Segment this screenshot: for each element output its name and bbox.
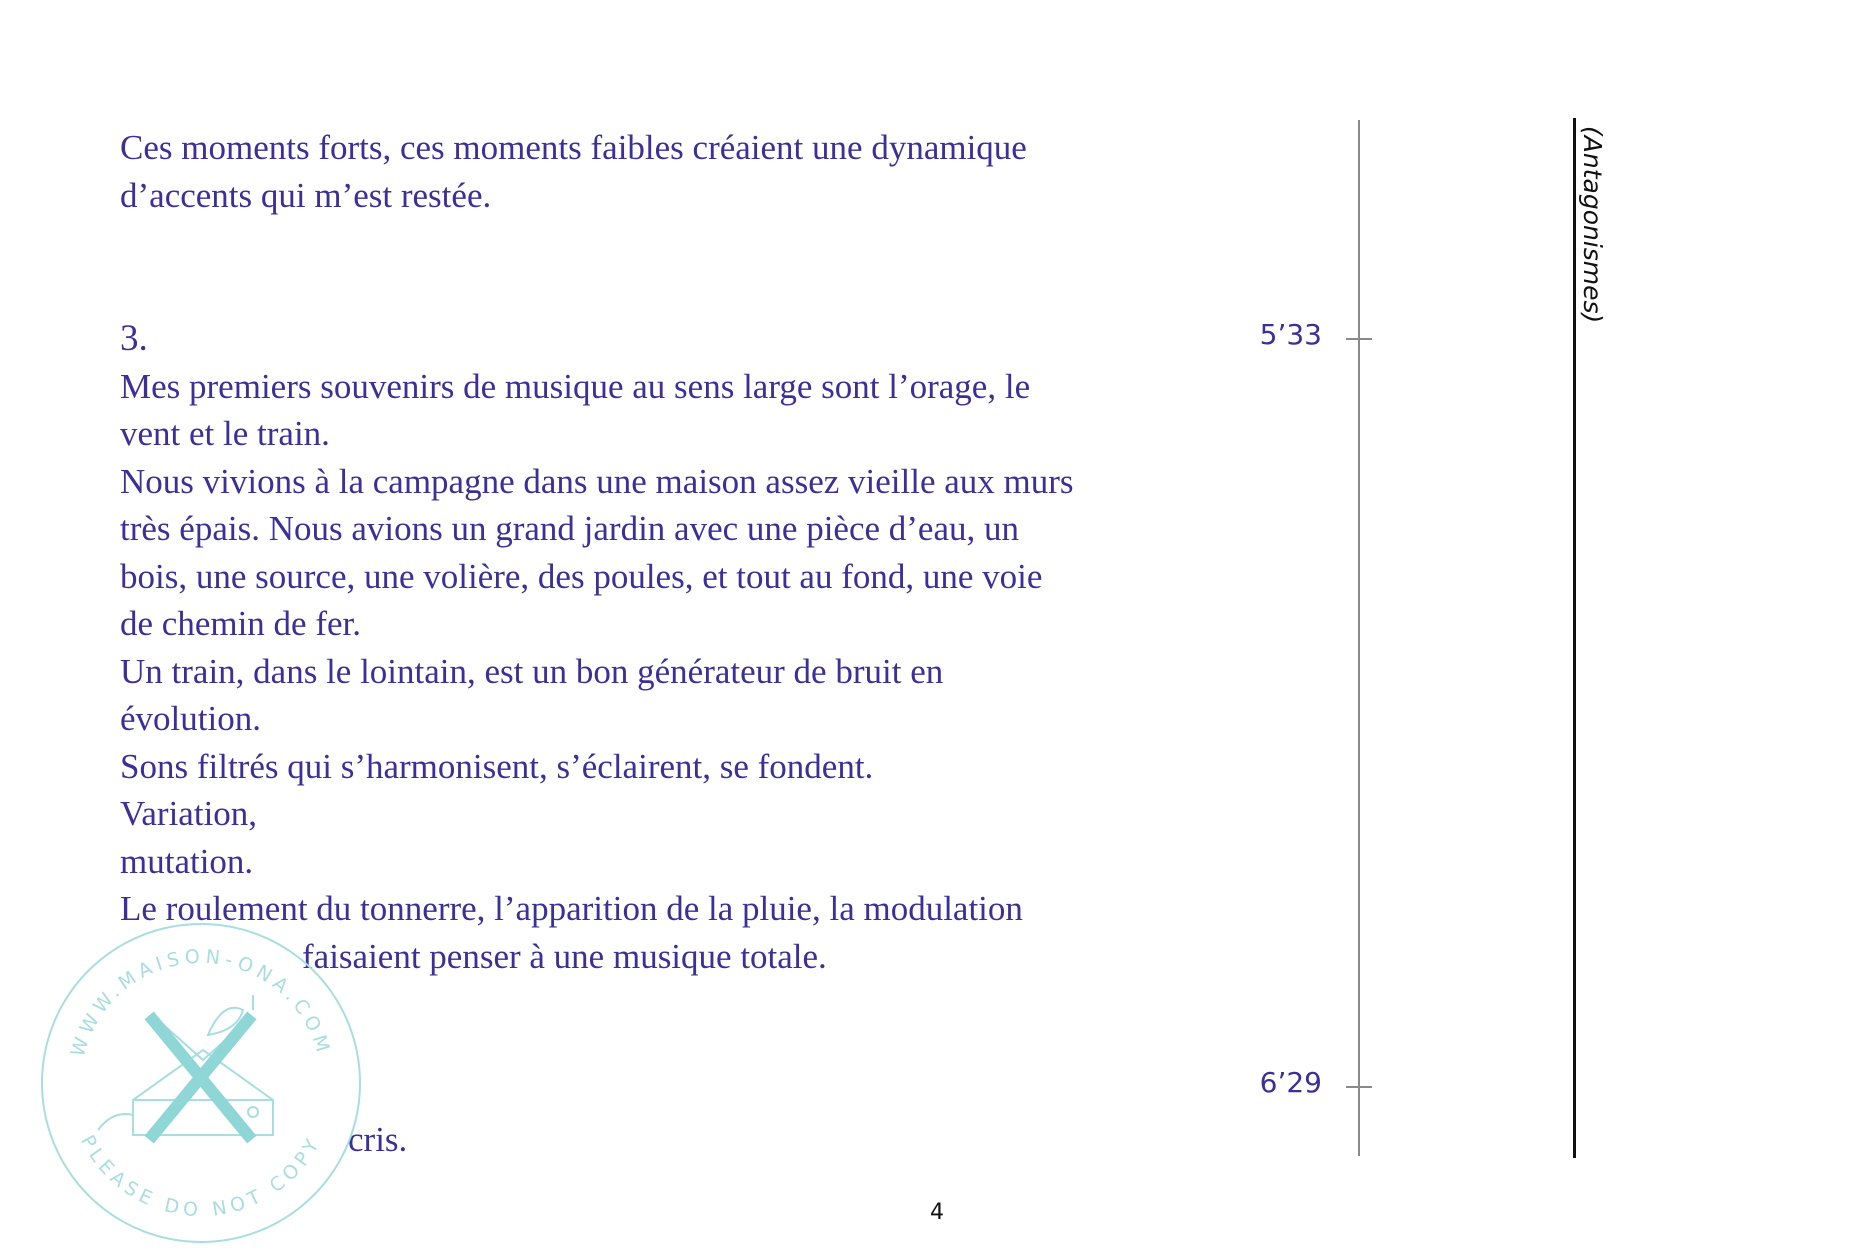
body-line-6: de chemin de fer.: [120, 604, 362, 643]
watermark-url: WWW.MAISON-ONA.COM: [66, 945, 336, 1060]
timeline-axis: [1358, 120, 1360, 1156]
watermark-stamp: [38, 920, 364, 1246]
paragraph-gap: [120, 219, 1150, 315]
body-line-4: très épais. Nous avions un grand jardin avec une pièce d’eau, un: [120, 509, 1019, 548]
body-line-3: Nous vivions à la campagne dans une maison assez vieille aux murs: [120, 461, 1074, 501]
intro-line-2: d’accents qui m’est restée.: [120, 175, 492, 215]
timeline-mark-2: 6’29: [1259, 1066, 1322, 1099]
body-line-2: vent et le train.: [120, 414, 330, 453]
body-line-12: Le roulement du tonnerre, l’apparition de la pluie, la modulation: [120, 889, 1023, 928]
body-line-11: mutation.: [120, 841, 254, 881]
body-line-7: Un train, dans le lointain, est un bon générateur de bruit en: [120, 651, 944, 691]
timeline-mark-1: 5’33: [1259, 318, 1322, 351]
timeline-tick-2: [1346, 1086, 1372, 1088]
watermark-ring-text-top: [67, 946, 335, 1060]
page-number: 4: [930, 1200, 944, 1225]
side-rule: [1573, 118, 1576, 1158]
section-number: 3.: [120, 318, 148, 359]
watermark-cross-icon: [153, 1020, 248, 1135]
body-line-1: Mes premiers souvenirs de musique au sens large sont l’orage, le: [120, 366, 1031, 406]
body-line-13: faisaient penser à une musique totale.: [302, 936, 827, 976]
body-line-5: bois, une source, une volière, des poules, et tout au fond, une voie: [120, 556, 1043, 596]
body-line-8: évolution.: [120, 699, 261, 738]
body-line-10: Variation,: [120, 794, 258, 833]
watermark-ring-text-bottom: [76, 1132, 326, 1222]
watermark-notice: PLEASE DO NOT COPY: [76, 1131, 326, 1222]
side-title: (Antagonismes): [1578, 126, 1607, 324]
trailing-word: cris.: [348, 1120, 408, 1159]
intro-line-1: Ces moments forts, ces moments faibles créaient une dynamique: [120, 128, 1027, 167]
timeline-tick-1: [1346, 338, 1372, 340]
body-line-9: Sons filtrés qui s’harmonisent, s’éclairent, se fondent.: [120, 746, 874, 786]
